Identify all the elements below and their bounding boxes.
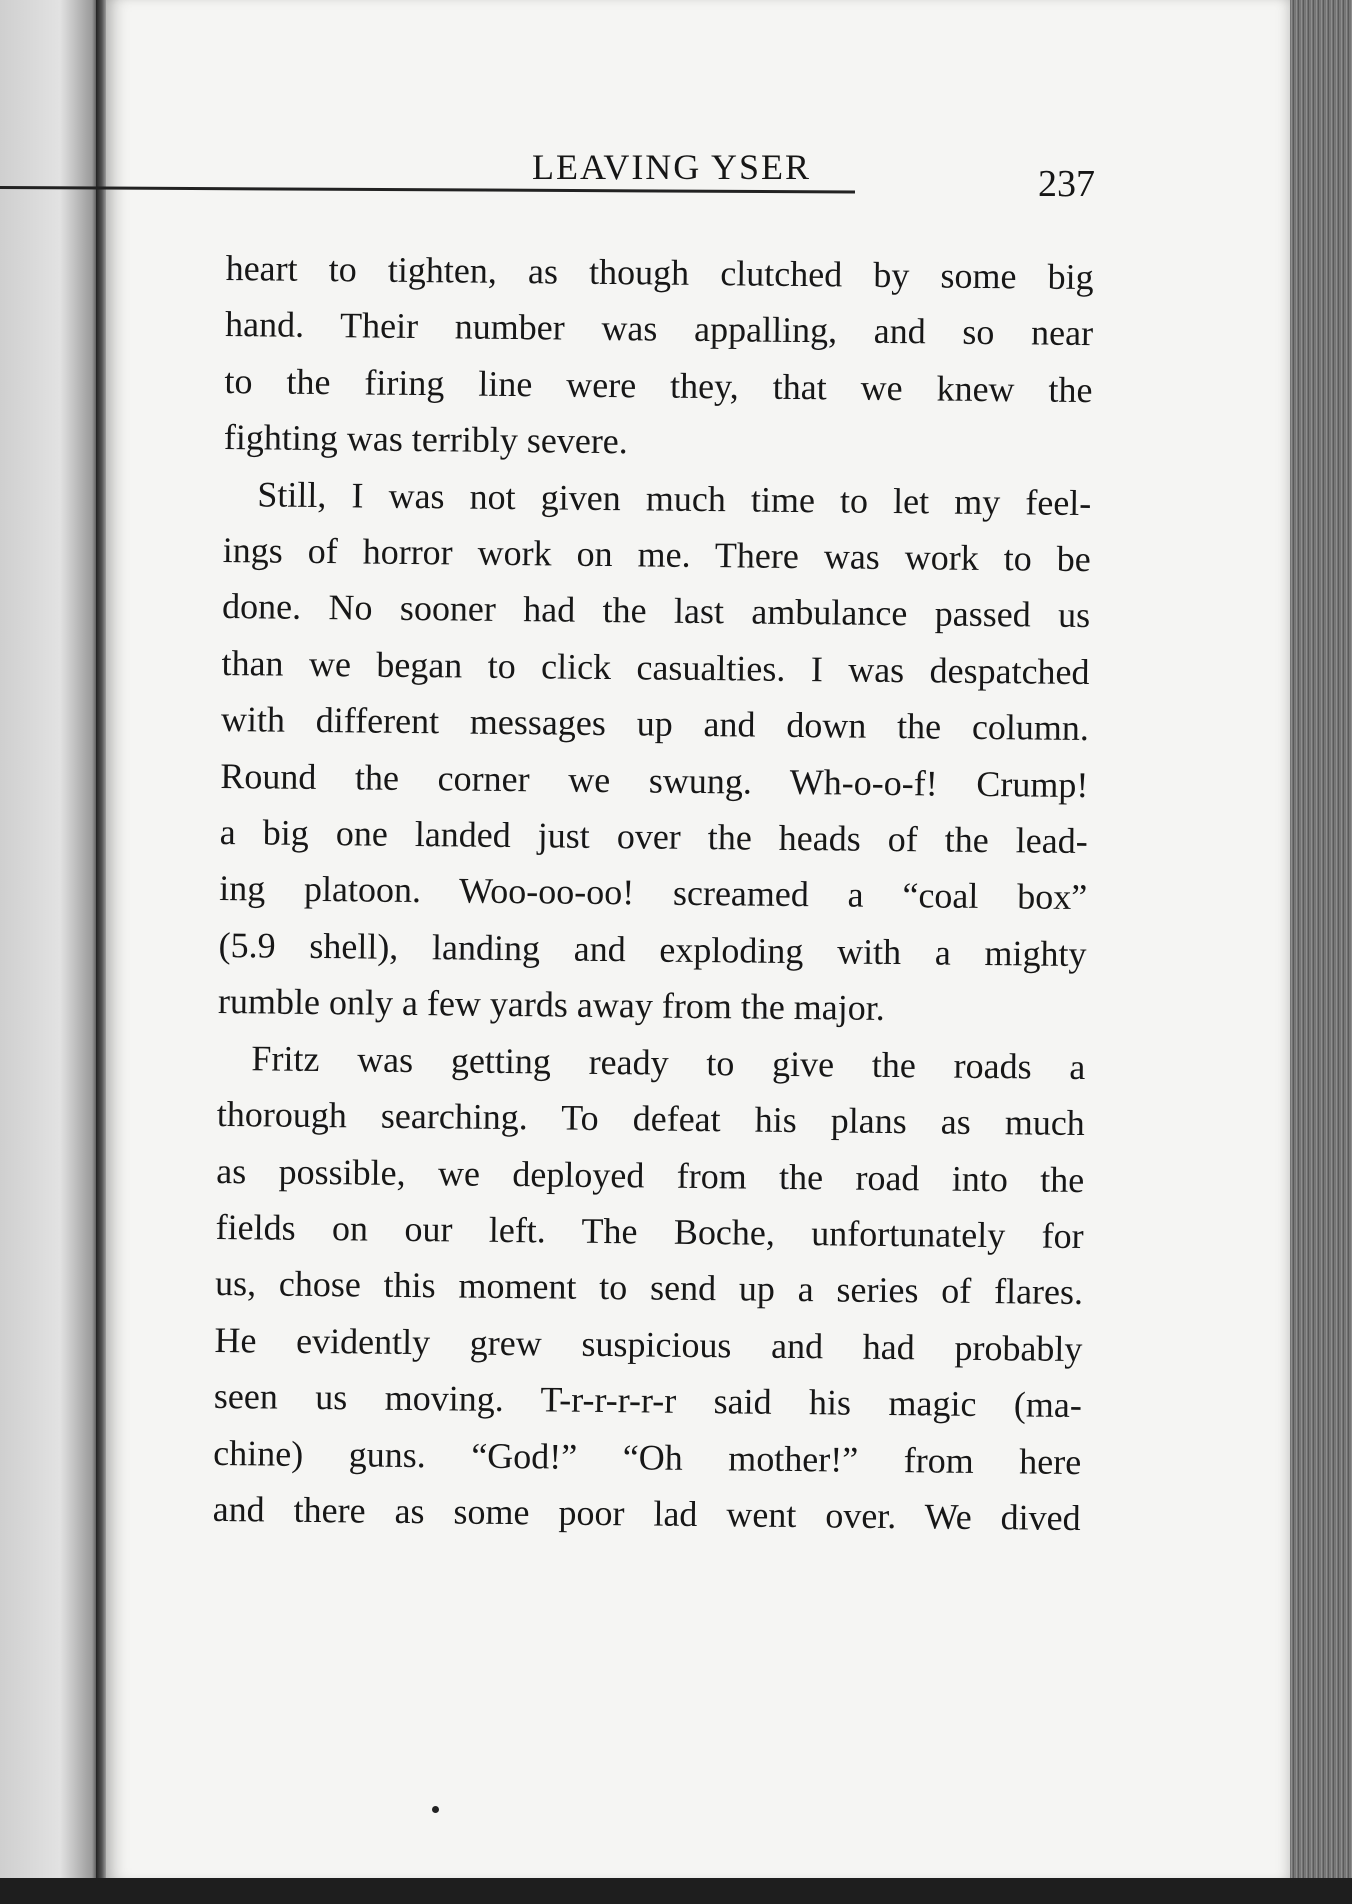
text-line: done. No sooner had the last ambulance passed us	[221, 586, 1091, 636]
paragraph	[212, 1030, 1085, 1547]
text-line: He evidently grew suspicious and had probably	[214, 1319, 1083, 1369]
text-line: with different messages up and down the column.	[220, 699, 1090, 749]
text-line: to the firing line were they, that we knew the	[224, 360, 1093, 410]
text-line: Round the corner we swung. Wh-o-o-f! Crump!	[220, 755, 1089, 805]
text-line: thorough searching. To defeat his plans as much	[216, 1094, 1086, 1144]
text-line: a big one landed just over the heads of the lead-	[219, 812, 1088, 862]
text-line: rumble only a few yards away from the major.	[217, 981, 885, 1029]
body-text	[212, 240, 1094, 1546]
text-line: hand. Their number was appalling, and so near	[224, 304, 1094, 354]
text-line: ing platoon. Woo-oo-oo! screamed a “coal box”	[218, 868, 1088, 918]
paragraph	[224, 240, 1094, 475]
paragraph	[218, 466, 1092, 1039]
text-line: seen us moving. T-r-r-r-r-r said his magic (ma-	[213, 1376, 1083, 1426]
text-line: as possible, we deployed from the road into the	[216, 1150, 1085, 1200]
running-head: LEAVING YSER	[531, 147, 811, 187]
text-line: us, chose this moment to send up a series of flares.	[214, 1263, 1084, 1313]
page-stack-edge	[1290, 0, 1352, 1904]
text-line: fields on our left. The Boche, unfortunately for	[215, 1206, 1084, 1256]
text-line: (5.9 shell), landing and exploding with a mighty	[218, 924, 1087, 974]
text-line: chine) guns. “God!” “Oh mother!” from here	[213, 1432, 1082, 1482]
scan-border	[0, 1878, 1352, 1904]
text-line: heart to tighten, as though clutched by some big	[225, 247, 1094, 298]
text-line: fighting was terribly severe.	[223, 417, 628, 462]
page-number: 237	[1038, 163, 1095, 205]
text-line: than we began to click casualties. I was despatched	[221, 642, 1090, 692]
text-line: ings of horror work on me. There was work to be	[222, 530, 1091, 580]
ink-speck	[432, 1806, 439, 1813]
text-line: and there as some poor lad went over. We dived	[212, 1488, 1081, 1538]
facing-page-edge	[0, 0, 100, 1904]
text-line: Fritz was getting ready to give the roads a	[251, 1037, 1086, 1087]
text-line: Still, I was not given much time to let my feel-	[257, 473, 1092, 523]
